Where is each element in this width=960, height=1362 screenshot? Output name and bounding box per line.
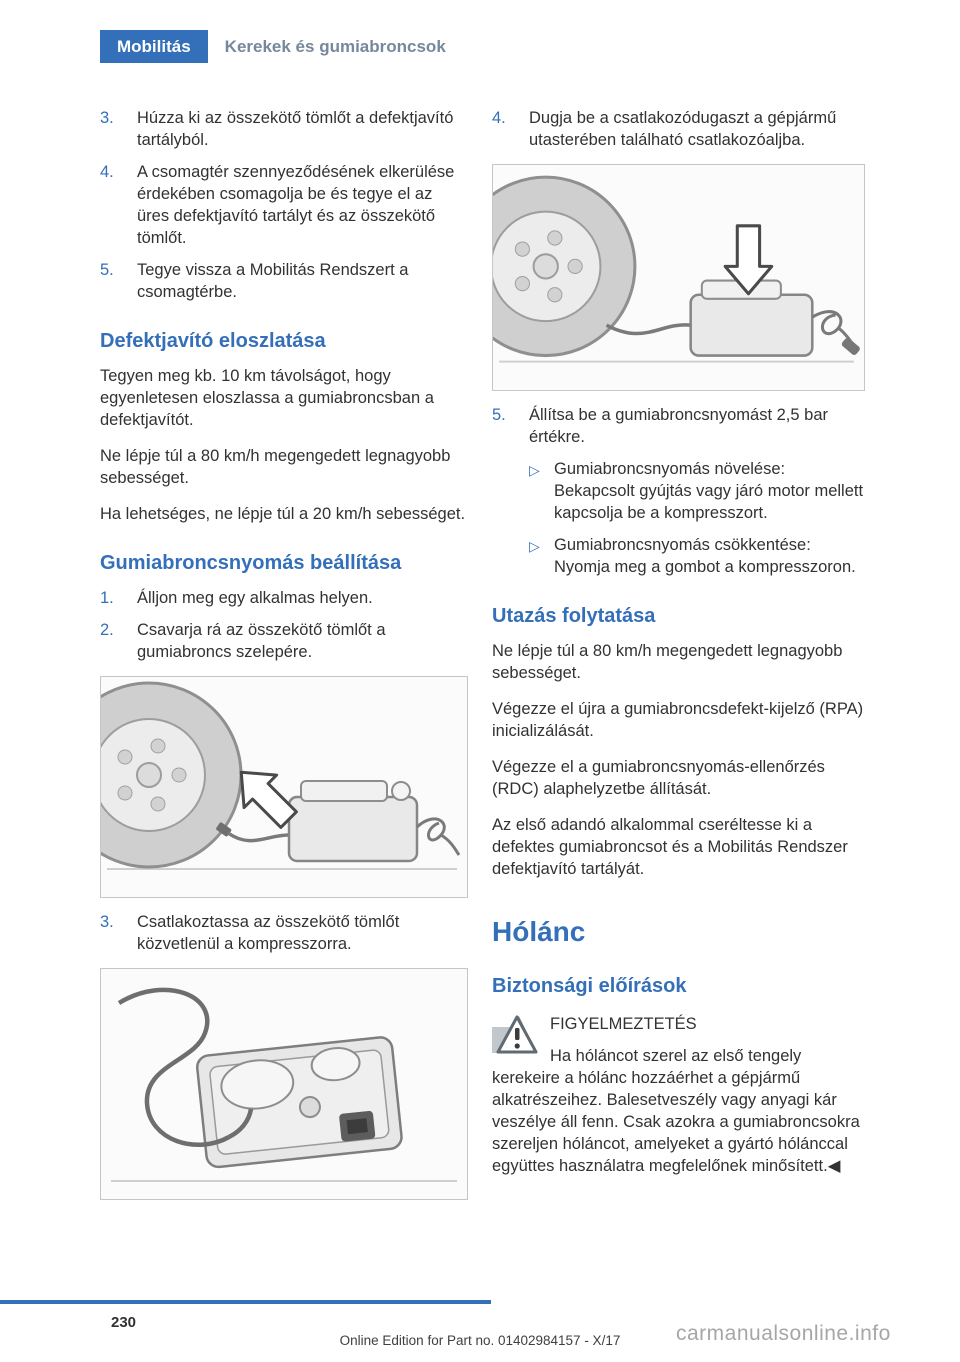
chapter-tab: Mobilitás xyxy=(100,30,208,63)
cable-coil-graphic xyxy=(417,819,444,840)
step-item xyxy=(100,911,468,955)
tire-valve-illustration xyxy=(101,677,467,897)
paragraph: Az első adandó alkalommal cseréltesse ki a defektes gumiabroncsot és a Mobilitás Rendszer defektjavító tartályát. xyxy=(492,816,848,879)
step-item xyxy=(100,161,468,249)
step-text: Csavarja rá az összekötő tömlőt a gumiabroncs szelepére. xyxy=(137,621,386,661)
heading-defektjavito-eloszlatasa: Defektjavító eloszlatása xyxy=(100,330,326,352)
paragraph: Ha lehetséges, ne lépje túl a 20 km/h sebességet. xyxy=(100,505,466,523)
step-number: 1. xyxy=(100,589,114,607)
step-text: Állítsa be a gumiabroncsnyomást 2,5 bar értékre. xyxy=(529,406,828,447)
page-number: 230 xyxy=(111,1314,137,1331)
step-text: Húzza ki az összekötő tömlőt a defektjavító tartályból. xyxy=(137,109,454,149)
section-title: Kerekek és gumiabroncsok xyxy=(224,36,446,56)
step-text: Dugja be a csatlakozódugaszt a gépjármű utasterében található csatlakozóaljba. xyxy=(529,109,837,149)
hose-graphic xyxy=(607,325,691,334)
step-item xyxy=(100,107,468,151)
warning-icon xyxy=(492,1013,538,1055)
step-number: 5. xyxy=(100,261,114,279)
step-item xyxy=(492,107,865,151)
step-item xyxy=(100,587,468,609)
page-header xyxy=(100,30,446,63)
step-item xyxy=(492,404,865,448)
step-number: 5. xyxy=(492,406,506,425)
triangle-bullet-icon: ▷ xyxy=(529,462,540,479)
paragraph: Ne lépje túl a 80 km/h megengedett legnagyobb sebességet. xyxy=(100,447,451,487)
sub-bullet-text: Gumiabroncsnyomás növelése: Bekapcsolt gyújtás vagy járó motor mellett kapcsolja be a kompresszort. xyxy=(554,460,864,523)
watermark: carmanualsonline.info xyxy=(676,1322,891,1345)
edition-note: Online Edition for Part no. 01402984157 - X/17 xyxy=(339,1333,621,1348)
heading-utazas-folytatasa: Utazás folytatása xyxy=(492,605,656,628)
right-column xyxy=(492,107,865,1177)
hose-graphic xyxy=(228,833,289,841)
step-number: 2. xyxy=(100,621,114,639)
figure-socket-connection xyxy=(492,164,865,391)
step-text: Tegye vissza a Mobilitás Rendszert a csomagtérbe. xyxy=(137,261,409,301)
figure-tire-valve-connection xyxy=(100,676,468,898)
socket-connection-illustration xyxy=(493,165,864,390)
warning-text: Ha hóláncot szerel az első tengely kerekeire a hólánc hozzáérhet a gépjármű alkatrészeihez. Balesetveszély vagy anyagi kár veszélye áll fenn. Csak azokra a gumiabroncsokra szereljen hóláncot, amelyeket a gyártó hólánccal együttes használatra megfelelőnek minősített.◀ xyxy=(492,1047,860,1176)
sub-bullet-item xyxy=(529,534,865,578)
paragraph: Végezze el újra a gumiabroncsdefekt-kijelző (RPA) inicializálását. xyxy=(492,700,864,741)
compressor-illustration xyxy=(101,969,467,1199)
step-number: 3. xyxy=(100,109,114,127)
heading-holanc: Hólánc xyxy=(492,916,586,948)
compressor-graphic xyxy=(289,781,417,861)
step-number: 3. xyxy=(100,913,114,931)
warning-block xyxy=(492,1010,865,1177)
paragraph: Tegyen meg kb. 10 km távolságot, hogy egyenletesen eloszlassa a gumiabroncsban a defektjavítót. xyxy=(100,367,434,429)
warning-label: FIGYELMEZTETÉS xyxy=(550,1015,697,1034)
footer-rule xyxy=(0,1300,491,1304)
step-text: Csatlakoztassa az összekötő tömlőt közvetlenül a kompresszorra. xyxy=(137,913,400,953)
figure-compressor xyxy=(100,968,468,1200)
paragraph: Végezze el a gumiabroncsnyomás-ellenőrzés (RDC) alaphelyzetbe állítását. xyxy=(492,758,825,799)
triangle-bullet-icon: ▷ xyxy=(529,538,540,555)
compressor-body-graphic xyxy=(196,1036,403,1168)
sub-bullet-text: Gumiabroncsnyomás csökkentése: Nyomja meg a gombot a kompresszoron. xyxy=(554,536,856,577)
step-text: A csomagtér szennyeződésének elkerülése érdekében csomagolja be és tegye el az üres defektjavító tartályt és az összekötő tömlőt. xyxy=(137,163,455,247)
sub-bullet-item xyxy=(529,458,865,524)
step-text: Álljon meg egy alkalmas helyen. xyxy=(137,589,373,607)
step-item xyxy=(100,619,468,663)
step-number: 4. xyxy=(492,109,506,127)
tire-graphic xyxy=(101,683,241,867)
heading-gumiabroncsnyomas-beallitasa: Gumiabroncsnyomás beállítása xyxy=(100,552,402,574)
step-number: 4. xyxy=(100,163,114,181)
paragraph: Ne lépje túl a 80 km/h megengedett legnagyobb sebességet. xyxy=(492,642,843,683)
heading-biztonsagi-eloirasok: Biztonsági előírások xyxy=(492,975,687,998)
step-item xyxy=(100,259,468,303)
left-column xyxy=(100,107,468,1213)
cable-coil-graphic xyxy=(812,312,841,334)
